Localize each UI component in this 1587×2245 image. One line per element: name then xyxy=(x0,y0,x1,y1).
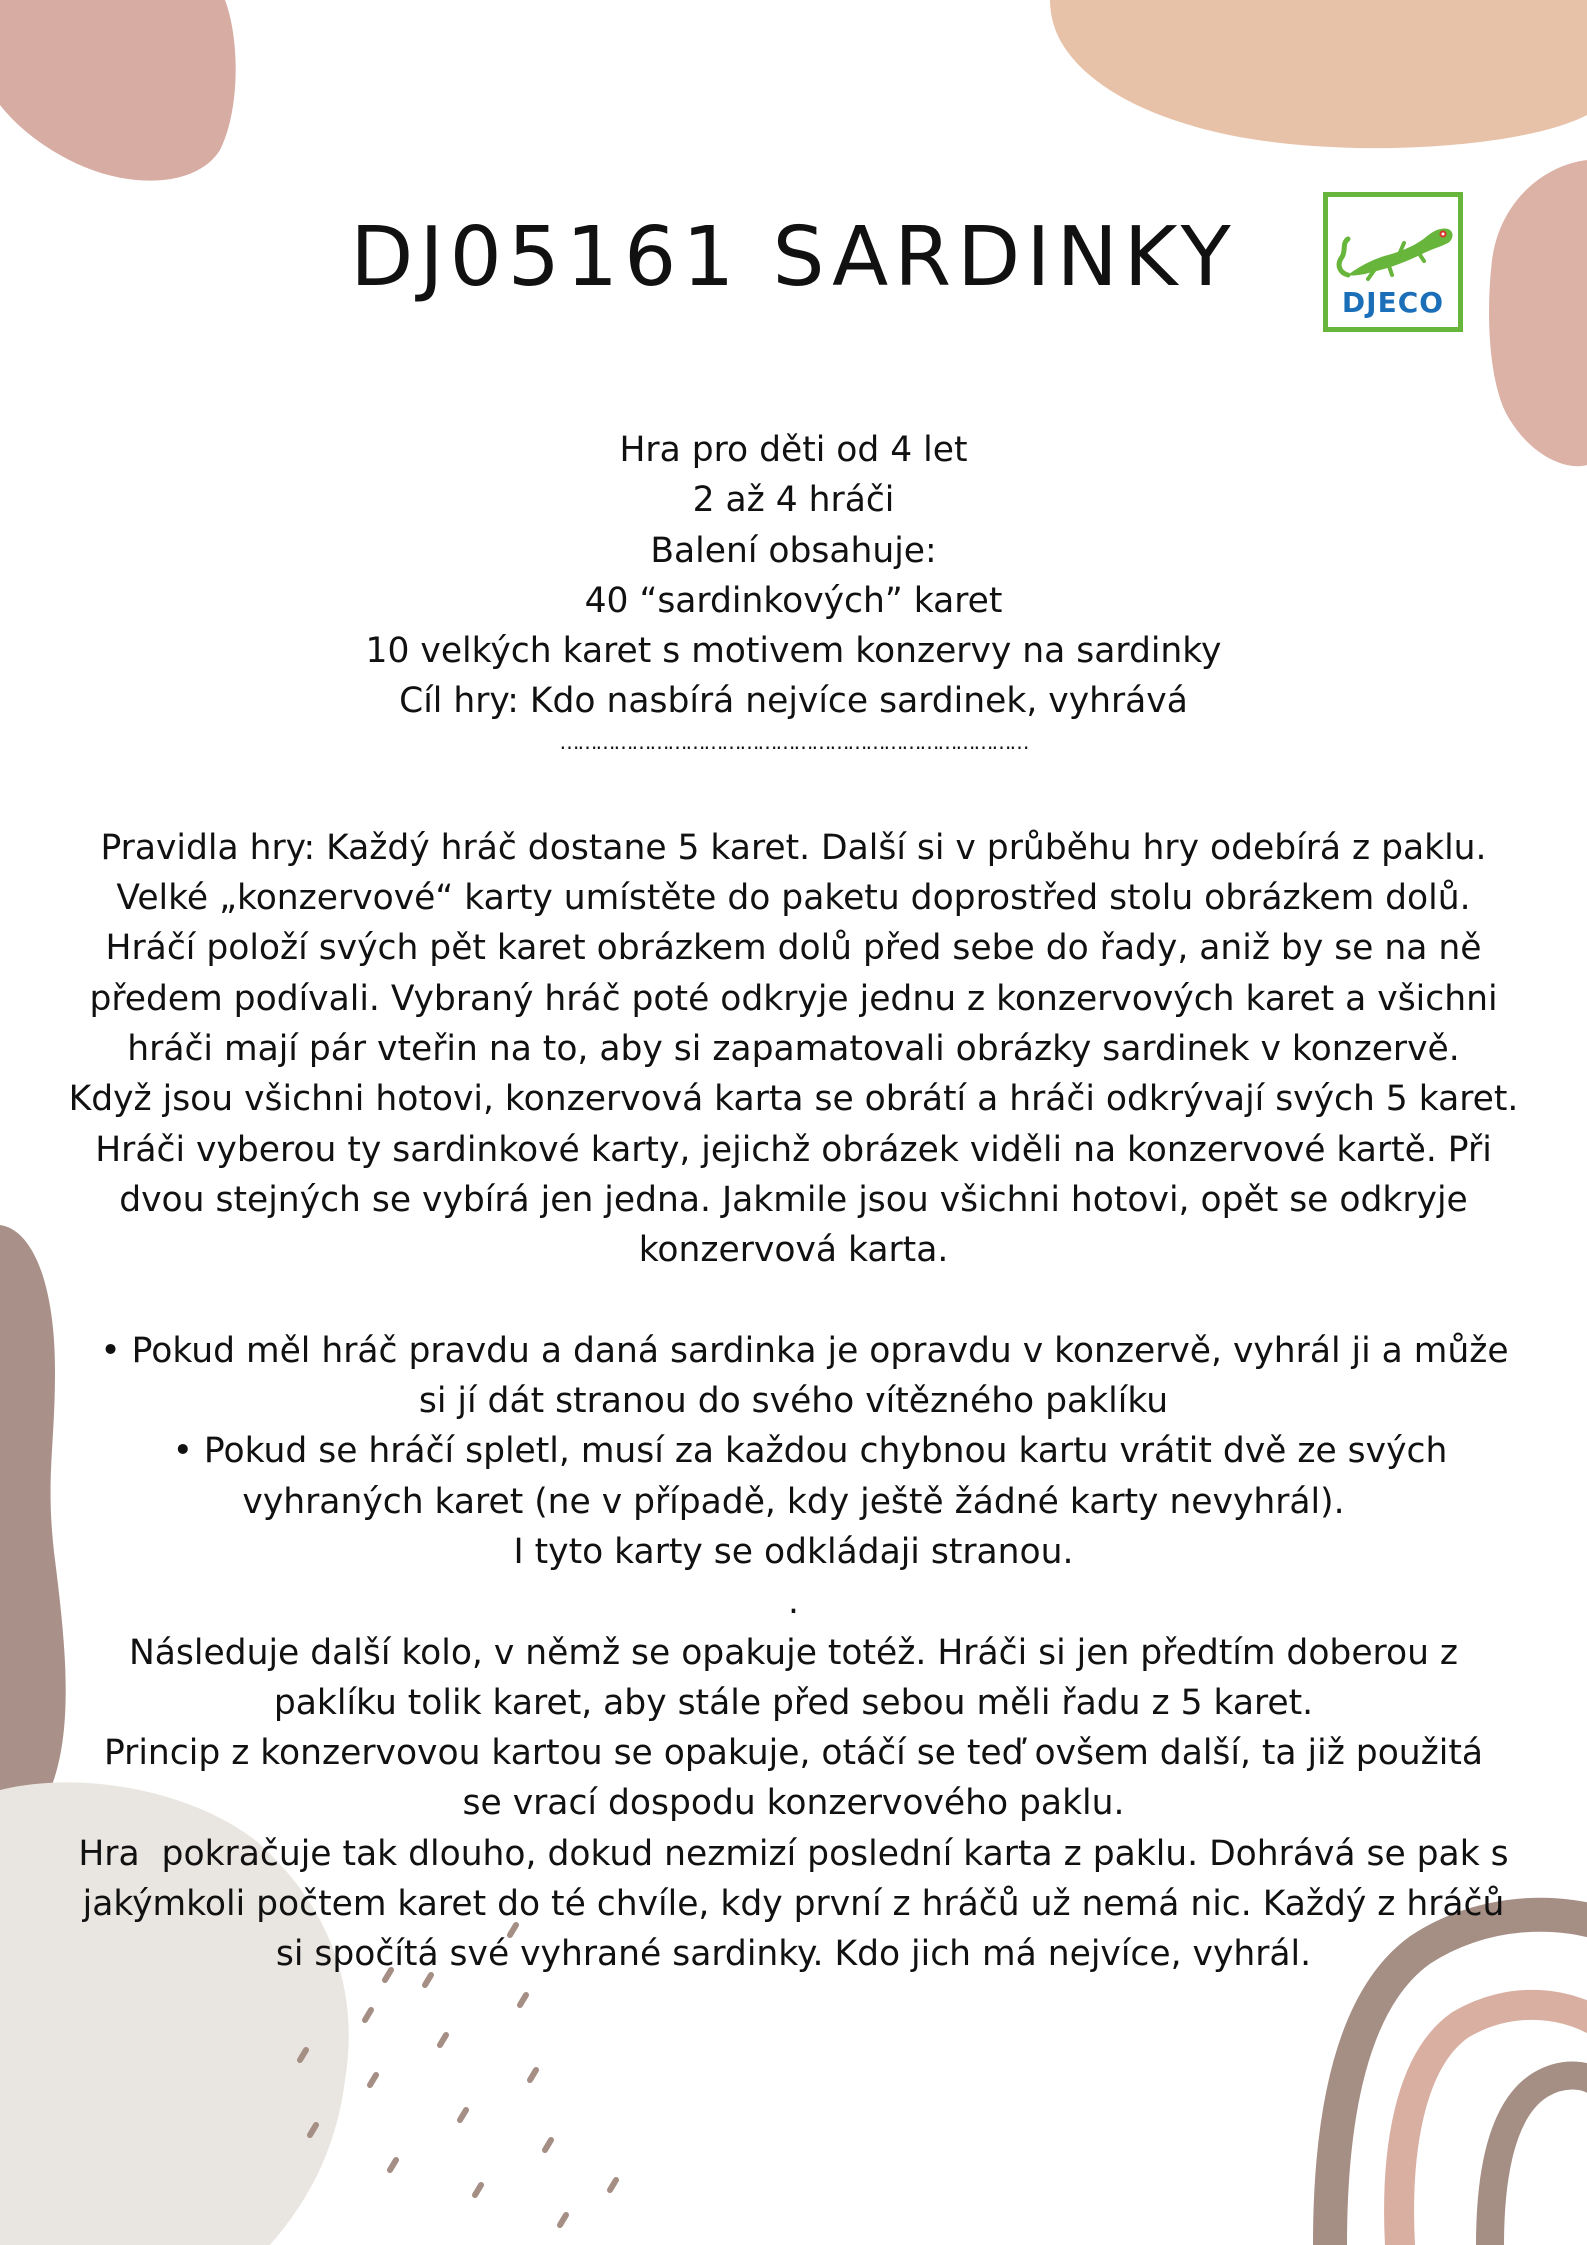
continuation-section xyxy=(40,1628,1547,1980)
intro-section xyxy=(40,425,1547,757)
djeco-logo-text: DJECO xyxy=(1341,286,1445,319)
rules-section xyxy=(40,823,1547,1276)
blob-right-edge xyxy=(1489,160,1587,466)
continuation-line: Princip z konzervovou kartou se opakuje, otáčí se teď ovšem další, ta již použitá xyxy=(103,1733,1484,1774)
dotted-separator: …………………………………………………………………… xyxy=(559,729,1028,754)
rules-line: dvou stejných se vybírá jen jedna. Jakmile jsou všichni hotovi, opět se odkryje xyxy=(119,1179,1468,1220)
bullets-section xyxy=(40,1326,1547,1628)
continuation-line: paklíku tolik karet, aby stále před sebou měli řadu z 5 karet. xyxy=(273,1682,1314,1723)
intro-line: Balení obsahuje: xyxy=(650,530,937,571)
rules-line: Velké „konzervové“ karty umístěte do paketu doprostřed stolu obrázkem dolů. xyxy=(116,878,1471,919)
intro-line: Cíl hry: Kdo nasbírá nejvíce sardinek, vyhrává xyxy=(399,681,1188,722)
blob-top-right xyxy=(1050,0,1587,148)
bullet-line: I tyto karty se odkládaji stranou. xyxy=(513,1531,1074,1572)
intro-line: 40 “sardinkových” karet xyxy=(584,580,1003,621)
continuation-line: jakýmkoli počtem karet do té chvíle, kdy první z hráčů už nemá nic. Každý z hráčů xyxy=(82,1884,1505,1925)
rules-line: konzervová karta. xyxy=(638,1230,949,1271)
continuation-line: Hra pokračuje tak dlouho, dokud nezmizí poslední karta z paklu. Dohrává se pak s xyxy=(78,1833,1509,1874)
bullet-line: vyhraných karet (ne v případě, kdy ještě žádné karty nevyhrál). xyxy=(242,1481,1345,1522)
rules-line: Pravidla hry: Každý hráč dostane 5 karet. Další si v průběhu hry odebírá z paklu. xyxy=(100,827,1487,868)
continuation-line: se vrací dospodu konzervového paklu. xyxy=(462,1783,1125,1824)
continuation-line: si spočítá své vyhrané sardinky. Kdo jich má nejvíce, vyhrál. xyxy=(275,1934,1312,1975)
rules-line: předem podívali. Vybraný hráč poté odkryje jednu z konzervových karet a všichni xyxy=(89,978,1498,1019)
game-description xyxy=(40,425,1547,1980)
djeco-logo xyxy=(1323,192,1463,332)
page-title: DJ05161 SARDINKY xyxy=(350,210,1237,305)
rules-line: Když jsou všichni hotovi, konzervová karta se obrátí a hráči odkrývají svých 5 karet. xyxy=(68,1079,1519,1120)
intro-line: 10 velkých karet s motivem konzervy na sardinky xyxy=(365,631,1222,672)
continuation-line: Následuje další kolo, v němž se opakuje totéž. Hráči si jen předtím doberou z xyxy=(128,1632,1459,1673)
rules-line: Hráčí položí svých pět karet obrázkem dolů před sebe do řady, aniž by se na ně xyxy=(105,928,1482,969)
blob-top-left xyxy=(0,0,236,181)
rules-line: Hráči vyberou ty sardinkové karty, jejichž obrázek viděli na konzervové kartě. Při xyxy=(95,1129,1492,1170)
gecko-icon xyxy=(1328,197,1458,297)
rules-line: hráči mají pár vteřin na to, aby si zapamatovali obrázky sardinek v konzervě. xyxy=(127,1028,1460,1069)
bullet-line: • Pokud se hráčí spletl, musí za každou chybnou kartu vrátit dvě ze svých xyxy=(139,1431,1448,1472)
bullet-line: si jí dát stranou do svého vítězného paklíku xyxy=(418,1381,1169,1422)
intro-line: Hra pro děti od 4 let xyxy=(619,430,968,470)
intro-line: 2 až 4 hráči xyxy=(692,480,895,521)
bullet-line: . xyxy=(788,1582,799,1623)
bullet-line: • Pokud měl hráč pravdu a daná sardinka je opravdu v konzervě, vyhrál ji a může xyxy=(78,1330,1509,1371)
